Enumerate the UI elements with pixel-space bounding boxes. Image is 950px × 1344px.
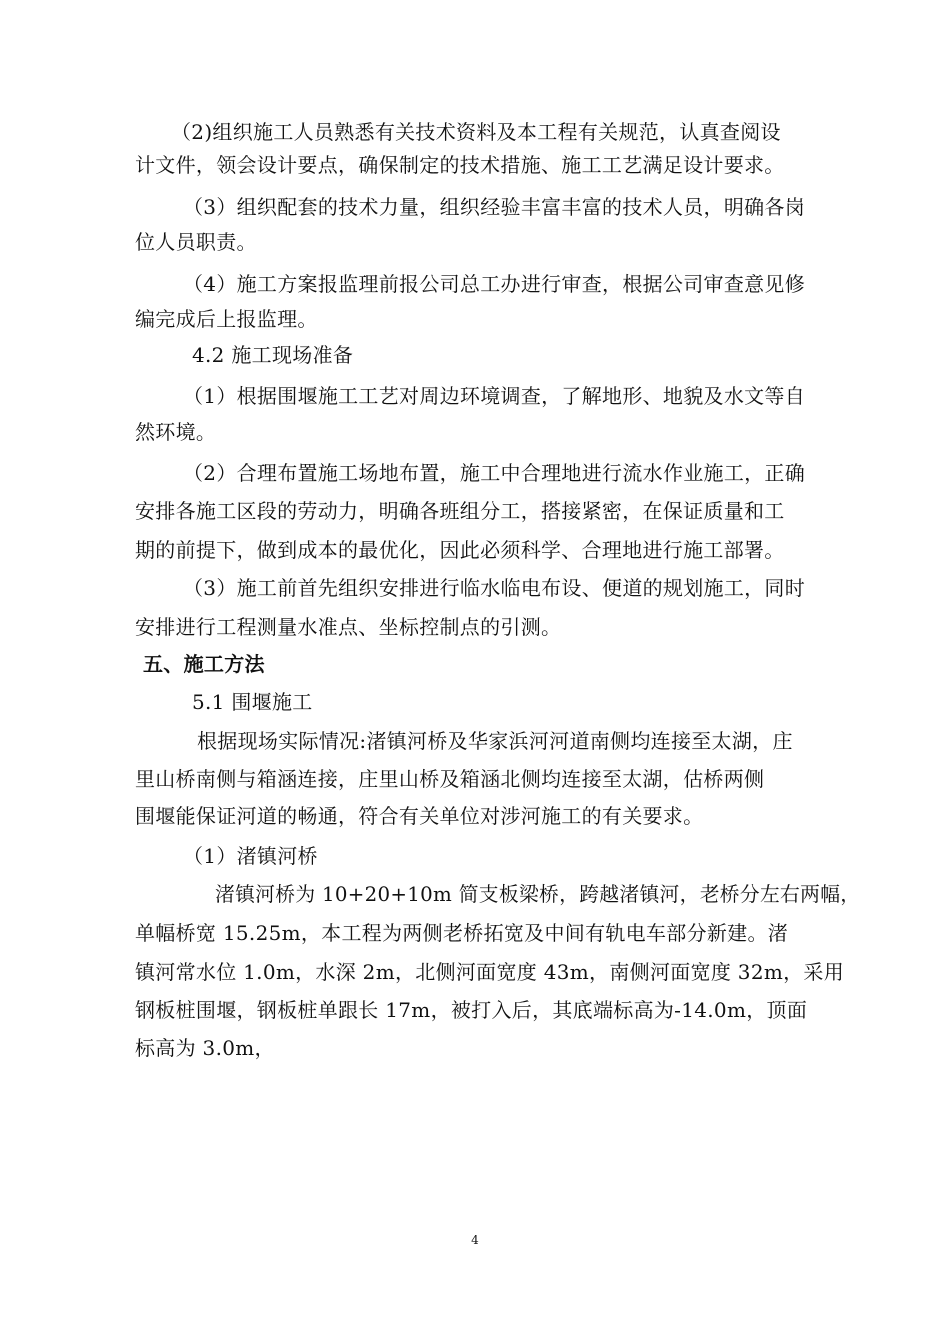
paragraph-line: 安排进行工程测量水准点、坐标控制点的引测。 bbox=[135, 615, 562, 639]
paragraph-line: （2）合理布置施工场地布置，施工中合理地进行流水作业施工，正确 bbox=[183, 461, 806, 485]
paragraph-line: 位人员职责。 bbox=[135, 230, 257, 254]
paragraph-line: 单幅桥宽 15.25m，本工程为两侧老桥拓宽及中间有轨电车部分新建。渚 bbox=[135, 921, 789, 945]
paragraph-line: 然环境。 bbox=[135, 420, 217, 444]
paragraph-line: 期的前提下，做到成本的最优化，因此必须科学、合理地进行施工部署。 bbox=[135, 538, 785, 562]
paragraph-line: （1）根据围堰施工工艺对周边环境调查，了解地形、地貌及水文等自 bbox=[183, 384, 806, 408]
paragraph-line: 渚镇河桥为 10+20+10m 简支板梁桥，跨越渚镇河，老桥分左右两幅， bbox=[215, 882, 861, 906]
chapter-heading: 五、施工方法 bbox=[143, 652, 265, 676]
paragraph-line: 编完成后上报监理。 bbox=[135, 307, 318, 331]
paragraph-line: 钢板桩围堰，钢板桩单跟长 17m，被打入后，其底端标高为-14.0m，顶面 bbox=[135, 998, 808, 1022]
section-heading: 5.1 围堰施工 bbox=[192, 690, 313, 714]
subsection-heading: （1）渚镇河桥 bbox=[183, 844, 318, 868]
paragraph-line: 根据现场实际情况:渚镇河桥及华家浜河河道南侧均连接至太湖，庄 bbox=[197, 729, 793, 753]
paragraph-line: （4）施工方案报监理前报公司总工办进行审查，根据公司审查意见修 bbox=[183, 272, 806, 296]
paragraph-line: （2)组织施工人员熟悉有关技术资料及本工程有关规范，认真查阅设 bbox=[171, 120, 781, 144]
paragraph-line: （3）施工前首先组织安排进行临水临电布设、便道的规划施工，同时 bbox=[183, 576, 806, 600]
paragraph-line: 里山桥南侧与箱涵连接，庄里山桥及箱涵北侧均连接至太湖，估桥两侧 bbox=[135, 767, 765, 791]
paragraph-line: 镇河常水位 1.0m，水深 2m，北侧河面宽度 43m，南侧河面宽度 32m，采用 bbox=[135, 960, 845, 984]
paragraph-line: 安排各施工区段的劳动力，明确各班组分工，搭接紧密，在保证质量和工 bbox=[135, 499, 785, 523]
paragraph-line: （3）组织配套的技术力量，组织经验丰富丰富的技术人员，明确各岗 bbox=[183, 195, 806, 219]
paragraph-line: 标高为 3.0m， bbox=[135, 1036, 275, 1060]
page-number: 4 bbox=[471, 1233, 479, 1247]
paragraph-line: 计文件，领会设计要点，确保制定的技术措施、施工工艺满足设计要求。 bbox=[135, 153, 785, 177]
paragraph-line: 围堰能保证河道的畅通，符合有关单位对涉河施工的有关要求。 bbox=[135, 804, 704, 828]
section-heading: 4.2 施工现场准备 bbox=[192, 343, 354, 367]
